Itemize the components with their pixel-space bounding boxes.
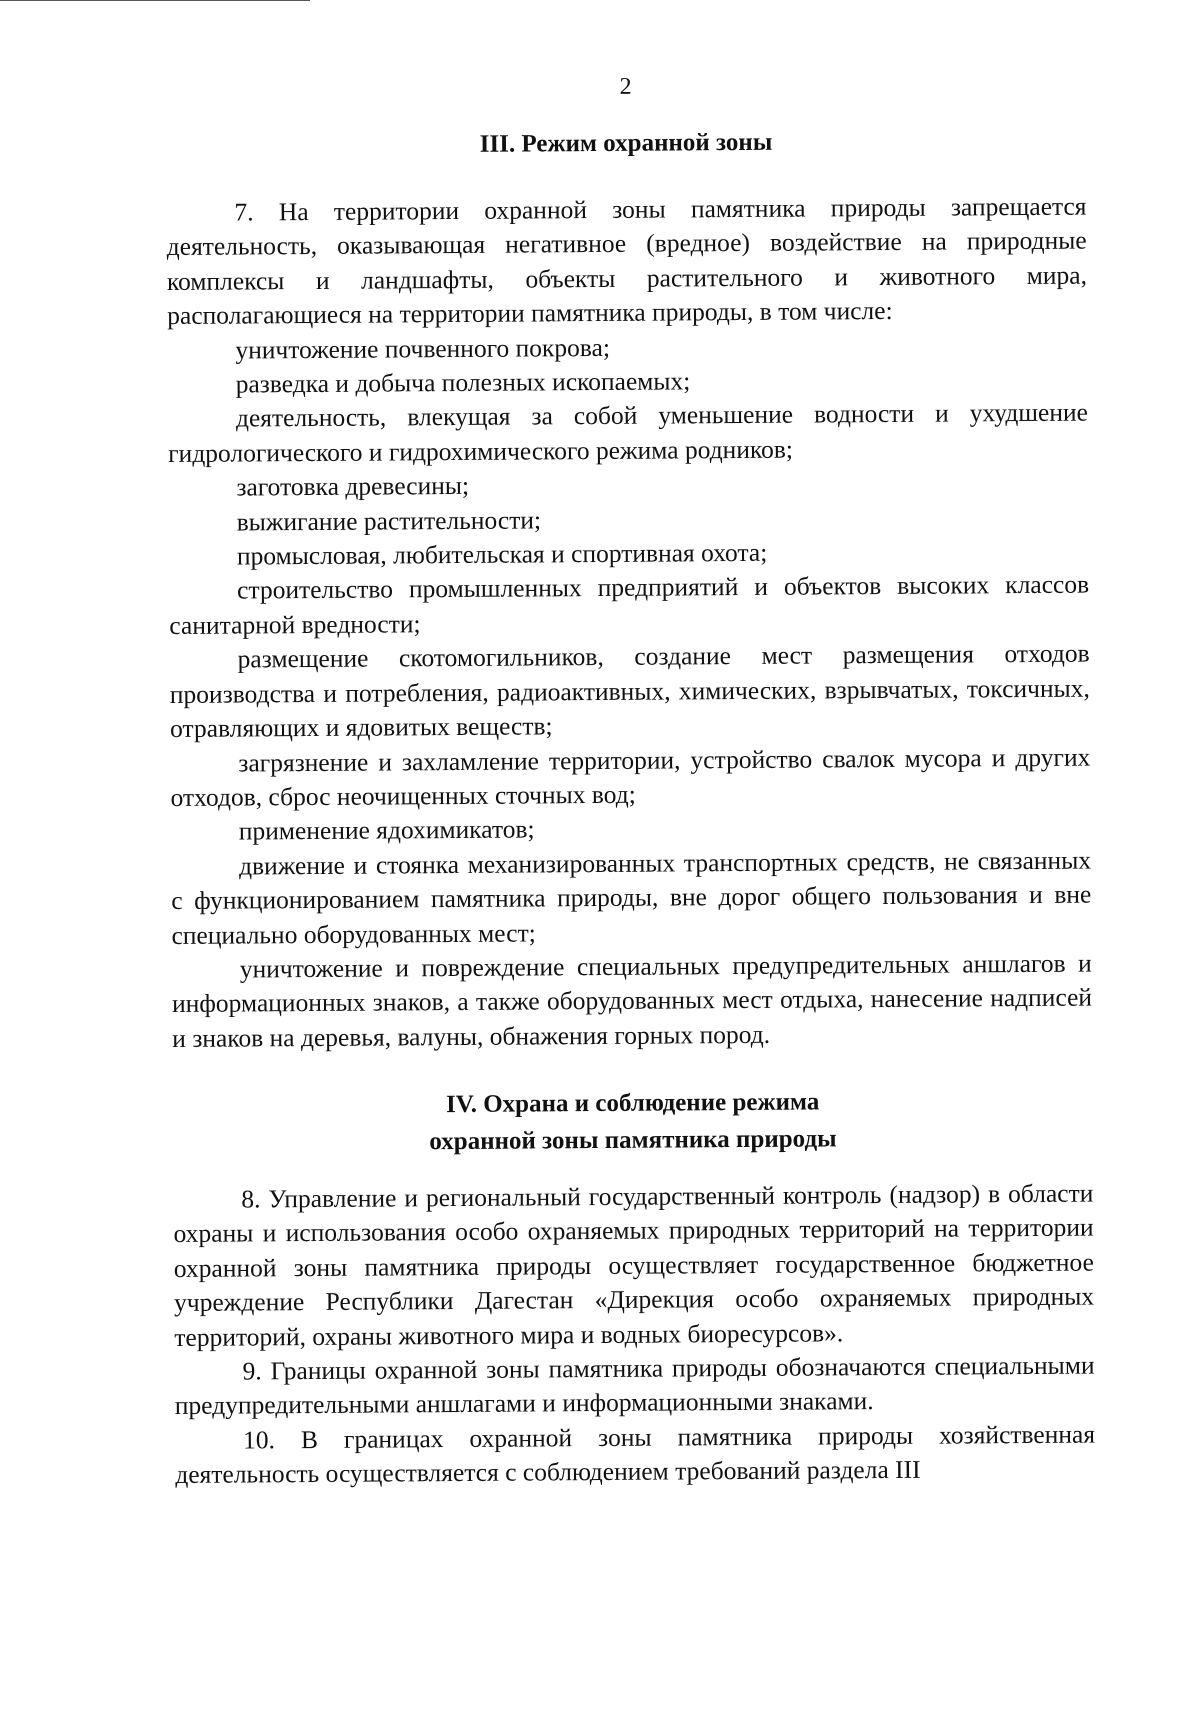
section-4-heading [173, 1082, 1093, 1162]
paragraph-9: 9. Границы охранной зоны памятника природы обозначаются специальными предупредительными аншлагами и информационными знаками. [174, 1350, 1095, 1421]
paragraph-7: 7. На территории охранной зоны памятника природы запрещается деятельность, оказывающая негативное (вредное) воздействие на природные комплексы и ландшафты, объекты растительного и животного мира, располагающиеся на территории памятника природы, в том числе: [166, 191, 1088, 331]
list-item-signs: уничтожение и повреждение специальных предупредительных аншлагов и информационных знаков, а также оборудованных мест отдыха, нанесение надписей и знаков на деревья, валуны, обнажения горных пород. [171, 948, 1093, 1053]
list-item-pesticides: применение ядохимикатов; [238, 814, 535, 846]
section-4-title-line-1: IV. Охрана и соблюдение режима [446, 1088, 820, 1119]
list-item-waste-sites: размещение скотомогильников, создание мест размещения отходов производства и потребления, радиоактивных, химических, взрывчатых, токсичных, отравляющих и ядовитых веществ; [169, 638, 1090, 744]
list-item-pollution: загрязнение и захламление территории, устройство свалок мусора и других отходов, сброс неочищенных сточных вод; [170, 742, 1091, 812]
paragraph-10: 10. В границах охранной зоны памятника природы хозяйственная деятельность осуществляется с соблюдением требований раздела III [175, 1419, 1096, 1490]
page-number: 2 [619, 73, 632, 100]
list-item-burning: выжигание растительности; [236, 505, 542, 537]
list-item-mining: разведка и добыча полезных ископаемых; [235, 366, 691, 399]
list-item-construction: строительство промышленных предприятий и объектов высоких классов санитарной вредности; [169, 570, 1090, 640]
list-item-vehicles: движение и стоянка механизированных транспортных средств, не связанных с функционированием памятника природы, вне дорог общего пользования и вне специально оборудованных мест; [171, 845, 1092, 950]
paragraph-8: 8. Управление и региональный государственный контроль (надзор) в области охраны и использования особо охраняемых природных территорий на территории охранной зоны памятника природы осуществляет государственное бюджетное учреждение Республики Дагестан «Дирекция особо охраняемых природных территорий, охраны животного мира и водных биоресурсов». [173, 1178, 1095, 1352]
section-4-title-line-2: охранной зоны памятника природы [429, 1125, 837, 1156]
list-item-hunting: промысловая, любительская и спортивная охота; [236, 537, 768, 571]
section-3-heading [166, 122, 1086, 165]
scan-edge-line [0, 0, 310, 1]
section-3-body [166, 190, 1092, 1057]
section-3-title: III. Режим охранной зоны [479, 128, 773, 158]
list-item-water: деятельность, влекущая за собой уменьшение водности и ухудшение гидрологического и гидрохимического режима родников; [168, 398, 1089, 468]
list-item-timber: заготовка древесины; [236, 471, 470, 502]
section-4-body [173, 1177, 1095, 1493]
list-item-soil: уничтожение почвенного покрова; [235, 332, 611, 365]
